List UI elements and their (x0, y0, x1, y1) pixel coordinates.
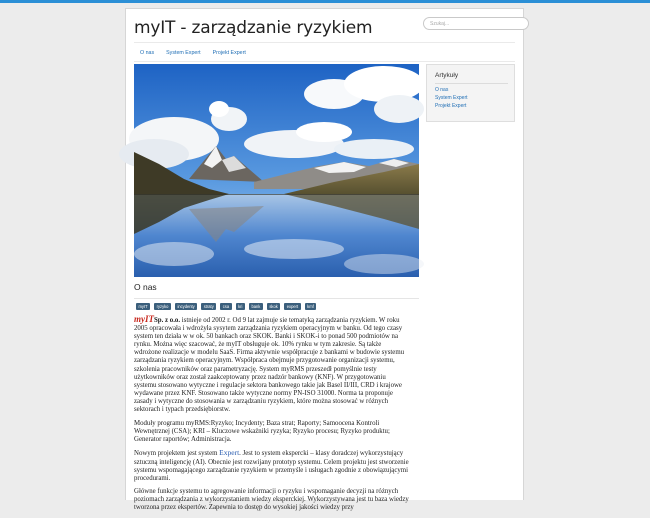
sidebar-divider (435, 83, 508, 84)
tag-ryzyko[interactable]: ryzyko (154, 303, 171, 310)
search-input[interactable] (423, 17, 529, 30)
hero-image (134, 64, 419, 277)
tag-straty[interactable]: straty (201, 303, 216, 310)
sidebar-link-system-expert[interactable]: System Expert (435, 95, 468, 101)
tag-kri[interactable]: kri (236, 303, 245, 310)
tag-skok[interactable]: skok (267, 303, 280, 310)
title-divider (134, 298, 419, 299)
tag-myit[interactable]: myIT (136, 303, 150, 310)
nav-item-system-expert[interactable]: System Expert (166, 50, 201, 56)
nav-item-projekt-expert[interactable]: Projekt Expert (212, 50, 246, 56)
top-accent-bar (0, 0, 650, 3)
brand-suffix: Sp. z o.o. (154, 317, 181, 324)
paragraph-expert-pre: Nowym projektem jest system (134, 450, 220, 458)
paragraph-intro (134, 315, 409, 414)
expert-link[interactable]: Expert (219, 448, 240, 458)
tag-csa[interactable]: csa (220, 303, 231, 310)
article-body (134, 315, 409, 518)
sidebar-link-projekt-expert[interactable]: Projekt Expert (435, 103, 467, 109)
paragraph-functions: Główne funkcje systemu to agregowanie informacji o ryzyku i wspomaganie decyzji na różnych poziomach zarządzania z wykorzystaniem wiedzy eksperckiej. Wykorzystywana jest tu baza wiedzy tworzona przez ekspertów. Zapewnia to dostęp do wysokiej jakości wiedzy przy (134, 488, 409, 512)
paragraph-intro-text: istnieje od 2002 r. Od 9 lat zajmuje sie tematyką zarządzania ryzykiem. W roku 2005 opracowała i wdrożyła sysytem zarządzania ryzykiem operacyjnym w banku. Od tego czasy system ten działa w w ok. 50 bankach oraz SKOK. Banki i SKOK-i to ponad 500 podmiotów na rynku. Można więc szacować, że myIT obsługuje ok. 10% rynku w tym zakresie. Są także wdrożone realizacje w modelu SaaS. Firma aktywnie współpracuje z bankami w budowie systemu zarządzania ryzykiem operacyjnym. Współpraca obejmuje przygotowanie organizacji systemu, szkolenia pracowników oraz parametryzację. System myRMS przeszedł pomyślnie testy użytkowników oraz został zaakceptowany przez nadzór bankowy (KNF). W przygotowaniu systemu stosowano wytyczne i regulacje sektora bankowego takie jak Basel II/III, CRD i krajowe wydawane przez KNF. Stosowano także wytyczne normy PN-ISO 31000. Norma ta proponuje zasady i wytyczne do stosowania w zarządzaniu ryzykiem, które można stosować w różnych sektorach i typach przedsiębiorstw. (134, 317, 405, 414)
main-nav (134, 47, 252, 59)
tag-expert[interactable]: expert (284, 303, 300, 310)
page-title: O nas (134, 282, 157, 292)
paragraph-modules: Moduły programu myRMS:Ryzyko; Incydenty; Baza strat; Raporty; Samoocena Kontroli Wewnętrznej (CSA); KRI – Kluczowe wskaźniki ryzyka; Ryzyko procesu; Ryzyko produktu; Generator raportów; Administracja. (134, 419, 390, 443)
sidebar-link-o-nas[interactable]: O nas (435, 87, 449, 93)
brand-logo-text: myIT (134, 314, 154, 324)
tag-incydenty[interactable]: incydenty (175, 303, 197, 310)
tag-kmf[interactable]: kmf (305, 303, 317, 310)
tag-list (136, 303, 316, 310)
paragraph-expert-post: . Jest to system ekspercki – klasy doradczej wykorzystujący sztuczną inteligencję (AI). Obecnie jest rozwijany prototyp systemu. Celem projektu jest stworzenie systemu wspomagającego zarządzanie ryzykiem w przemyśle i usługach zgodnie z obowiązującymi procedurami. (134, 450, 409, 482)
header-divider (134, 42, 515, 43)
paragraph-expert (134, 449, 409, 482)
tag-bank[interactable]: bank (249, 303, 263, 310)
sidebar-articles (426, 64, 515, 122)
nav-item-o-nas[interactable]: O nas (140, 50, 155, 56)
mountain-lake-photo (134, 64, 419, 277)
nav-divider (134, 61, 515, 62)
site-title[interactable]: myIT - zarządzanie ryzykiem (134, 18, 373, 38)
sidebar-title: Artykuły (435, 72, 459, 79)
sidebar-links (435, 86, 468, 110)
